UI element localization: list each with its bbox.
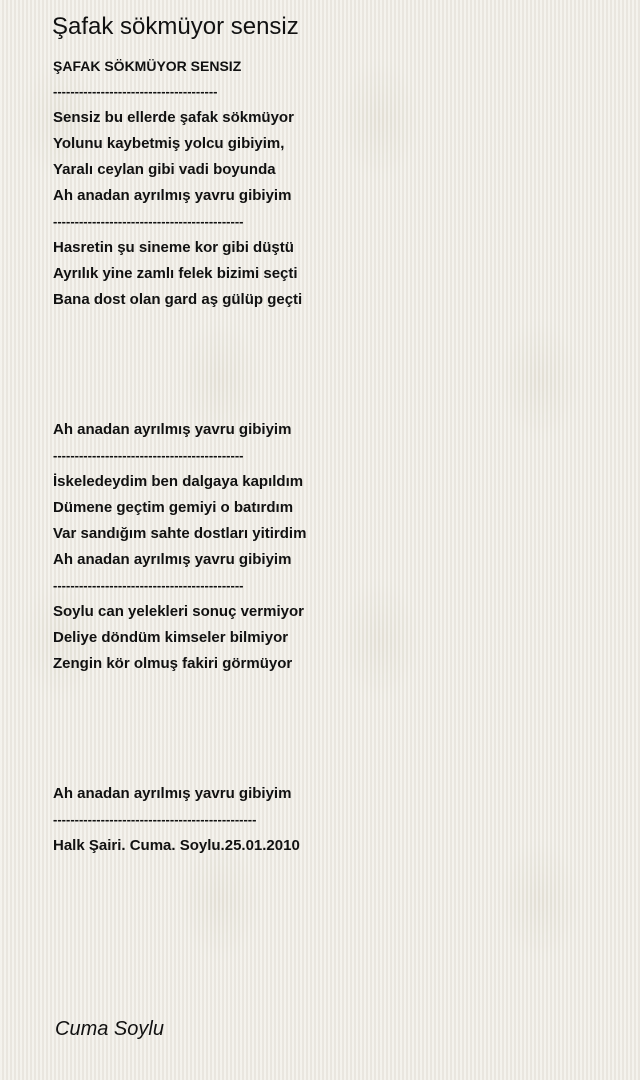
poem-blank-line	[53, 677, 613, 703]
poem-title: Şafak sökmüyor sensiz	[52, 13, 299, 40]
poem-blank-line	[53, 755, 613, 781]
poem-blank-line	[53, 365, 613, 391]
poem-divider: --------------------------------------	[53, 84, 218, 99]
poem-line: Yolunu kaybetmiş yolcu gibiyim,	[53, 135, 285, 152]
poem-blank-line	[53, 703, 613, 729]
poem-line: Ah anadan ayrılmış yavru gibiyim	[53, 551, 292, 568]
poem-line: Ayrılık yine zamlı felek bizimi seçti	[53, 265, 298, 282]
poem-line: Sensiz bu ellerde şafak sökmüyor	[53, 109, 294, 126]
poem-divider: --------------------------------------------	[53, 214, 244, 229]
poem-line: Bana dost olan gard aş gülüp geçti	[53, 291, 303, 308]
poem-author: Cuma Soylu	[55, 1018, 164, 1040]
poem-blank-line	[53, 729, 613, 755]
poem-line: Deliye döndüm kimseler bilmiyor	[53, 629, 289, 646]
poem-line: Zengin kör olmuş fakiri görmüyor	[53, 655, 293, 672]
poem-body	[53, 53, 613, 859]
poem-signature-line: Halk Şairi. Cuma. Soylu.25.01.2010	[53, 837, 300, 854]
poem-divider: -----------------------------------------------	[53, 812, 257, 827]
poem-blank-line	[53, 391, 613, 417]
poem-line: Ah anadan ayrılmış yavru gibiyim	[53, 785, 292, 802]
poem-divider: --------------------------------------------	[53, 448, 244, 463]
poem-blank-line	[53, 313, 613, 339]
poem-line: Ah anadan ayrılmış yavru gibiyim	[53, 187, 292, 204]
poem-line: İskeledeydim ben dalgaya kapıldım	[53, 473, 304, 490]
poem-blank-line	[53, 339, 613, 365]
poem-line: Ah anadan ayrılmış yavru gibiyim	[53, 421, 292, 438]
poem-line: Hasretin şu sineme kor gibi düştü	[53, 239, 294, 256]
poem-heading: ŞAFAK SÖKMÜYOR SENSIZ	[53, 58, 242, 74]
poem-divider: --------------------------------------------	[53, 578, 244, 593]
poem-line: Var sandığım sahte dostları yitirdim	[53, 525, 307, 542]
poem-line: Yaralı ceylan gibi vadi boyunda	[53, 161, 276, 178]
poem-line: Soylu can yelekleri sonuç vermiyor	[53, 603, 304, 620]
poem-line: Dümene geçtim gemiyi o batırdım	[53, 499, 294, 516]
